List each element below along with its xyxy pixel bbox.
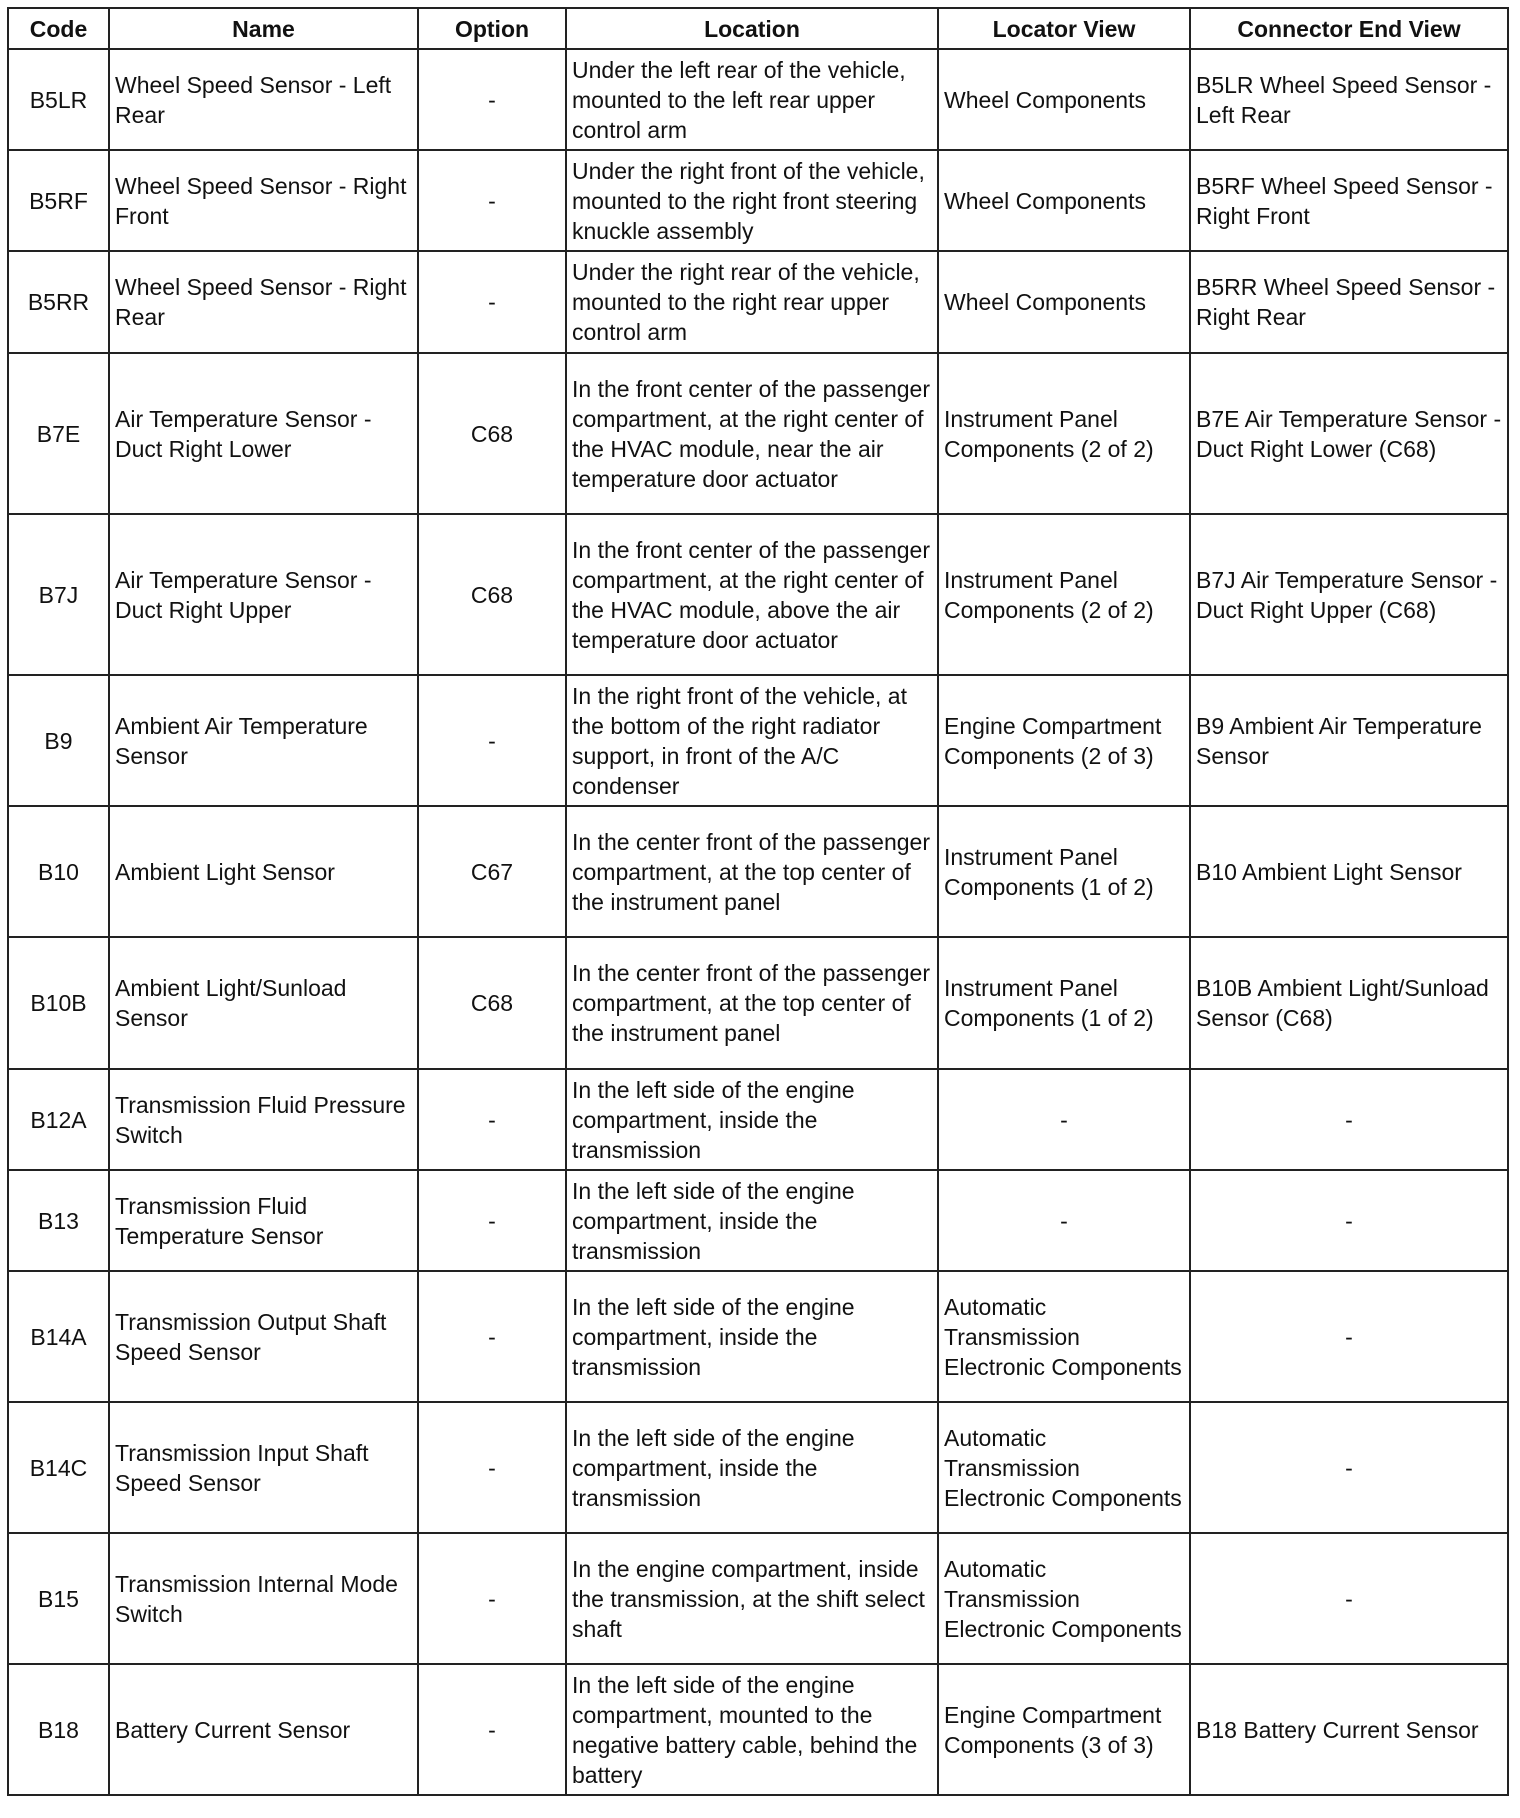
cell-location: In the engine compartment, inside the transmission, at the shift select shaft [566,1533,938,1664]
cell-code: B10 [8,806,109,937]
cell-location: Under the right rear of the vehicle, mounted to the right rear upper control arm [566,251,938,353]
cell-connector: - [1190,1533,1508,1664]
cell-option: C67 [418,806,566,937]
cell-option: C68 [418,353,566,514]
cell-name: Transmission Input Shaft Speed Sensor [109,1402,418,1533]
table-row [8,1271,1508,1402]
cell-location: In the left side of the engine compartment, inside the transmission [566,1271,938,1402]
cell-name: Transmission Output Shaft Speed Sensor [109,1271,418,1402]
cell-option: - [418,49,566,150]
cell-code: B14A [8,1271,109,1402]
cell-connector: B10 Ambient Light Sensor [1190,806,1508,937]
cell-location: In the front center of the passenger compartment, at the right center of the HVAC module, above the air temperature door actuator [566,514,938,675]
header-name: Name [109,8,418,49]
table-row [8,1170,1508,1271]
cell-name: Wheel Speed Sensor - Right Rear [109,251,418,353]
cell-name: Transmission Fluid Temperature Sensor [109,1170,418,1271]
cell-connector: B5RR Wheel Speed Sensor - Right Rear [1190,251,1508,353]
cell-code: B14C [8,1402,109,1533]
cell-connector: B9 Ambient Air Temperature Sensor [1190,675,1508,806]
cell-code: B12A [8,1069,109,1170]
cell-code: B5RR [8,251,109,353]
cell-name: Wheel Speed Sensor - Left Rear [109,49,418,150]
cell-location: Under the left rear of the vehicle, mounted to the left rear upper control arm [566,49,938,150]
cell-option: - [418,1533,566,1664]
cell-location: In the left side of the engine compartment, mounted to the negative battery cable, behind the battery [566,1664,938,1795]
cell-location: In the left side of the engine compartment, inside the transmission [566,1402,938,1533]
cell-location: In the left side of the engine compartment, inside the transmission [566,1170,938,1271]
cell-name: Air Temperature Sensor - Duct Right Lower [109,353,418,514]
cell-code: B18 [8,1664,109,1795]
cell-connector: B18 Battery Current Sensor [1190,1664,1508,1795]
cell-connector: - [1190,1402,1508,1533]
header-code: Code [8,8,109,49]
cell-code: B13 [8,1170,109,1271]
table-row [8,514,1508,675]
cell-connector: B10B Ambient Light/Sunload Sensor (C68) [1190,937,1508,1069]
table-row [8,1069,1508,1170]
cell-locator: Automatic Transmission Electronic Components [938,1271,1190,1402]
cell-option: - [418,1664,566,1795]
cell-name: Transmission Internal Mode Switch [109,1533,418,1664]
cell-code: B5LR [8,49,109,150]
cell-option: - [418,675,566,806]
cell-location: In the center front of the passenger compartment, at the top center of the instrument panel [566,937,938,1069]
cell-locator: Engine Compartment Components (2 of 3) [938,675,1190,806]
cell-code: B7E [8,353,109,514]
table-row [8,1402,1508,1533]
cell-locator: - [938,1170,1190,1271]
cell-option: - [418,1170,566,1271]
cell-code: B9 [8,675,109,806]
cell-name: Battery Current Sensor [109,1664,418,1795]
cell-option: - [418,1069,566,1170]
cell-location: In the right front of the vehicle, at the bottom of the right radiator support, in front of the A/C condenser [566,675,938,806]
cell-location: In the left side of the engine compartment, inside the transmission [566,1069,938,1170]
table-row [8,251,1508,353]
cell-code: B7J [8,514,109,675]
cell-location: In the center front of the passenger compartment, at the top center of the instrument panel [566,806,938,937]
cell-connector: B7J Air Temperature Sensor - Duct Right Upper (C68) [1190,514,1508,675]
cell-name: Ambient Air Temperature Sensor [109,675,418,806]
cell-location: In the front center of the passenger compartment, at the right center of the HVAC module, near the air temperature door actuator [566,353,938,514]
table-row [8,1664,1508,1795]
table-row [8,353,1508,514]
header-connector-end-view: Connector End View [1190,8,1508,49]
cell-locator: Instrument Panel Components (1 of 2) [938,937,1190,1069]
table-row [8,806,1508,937]
cell-connector: B7E Air Temperature Sensor - Duct Right Lower (C68) [1190,353,1508,514]
cell-code: B15 [8,1533,109,1664]
cell-connector: - [1190,1170,1508,1271]
header-row [8,8,1508,49]
cell-option: - [418,1271,566,1402]
cell-locator: Automatic Transmission Electronic Components [938,1533,1190,1664]
cell-locator: Engine Compartment Components (3 of 3) [938,1664,1190,1795]
cell-name: Ambient Light/Sunload Sensor [109,937,418,1069]
cell-locator: Instrument Panel Components (2 of 2) [938,514,1190,675]
cell-option: C68 [418,514,566,675]
table-row [8,937,1508,1069]
header-option: Option [418,8,566,49]
cell-name: Wheel Speed Sensor - Right Front [109,150,418,251]
cell-locator: Automatic Transmission Electronic Components [938,1402,1190,1533]
cell-locator: Wheel Components [938,251,1190,353]
header-location: Location [566,8,938,49]
cell-connector: - [1190,1271,1508,1402]
cell-name: Transmission Fluid Pressure Switch [109,1069,418,1170]
table-row [8,675,1508,806]
table-row [8,1533,1508,1664]
cell-locator: Wheel Components [938,150,1190,251]
cell-locator: Instrument Panel Components (2 of 2) [938,353,1190,514]
cell-connector: B5LR Wheel Speed Sensor - Left Rear [1190,49,1508,150]
cell-locator: Instrument Panel Components (1 of 2) [938,806,1190,937]
component-locator-table [7,7,1509,1796]
cell-name: Air Temperature Sensor - Duct Right Upper [109,514,418,675]
header-locator-view: Locator View [938,8,1190,49]
cell-connector: - [1190,1069,1508,1170]
table-row [8,49,1508,150]
cell-locator: - [938,1069,1190,1170]
cell-name: Ambient Light Sensor [109,806,418,937]
cell-option: - [418,1402,566,1533]
table-row [8,150,1508,251]
cell-option: - [418,150,566,251]
cell-locator: Wheel Components [938,49,1190,150]
cell-connector: B5RF Wheel Speed Sensor - Right Front [1190,150,1508,251]
cell-code: B10B [8,937,109,1069]
cell-option: C68 [418,937,566,1069]
cell-option: - [418,251,566,353]
cell-location: Under the right front of the vehicle, mounted to the right front steering knuckle assembly [566,150,938,251]
cell-code: B5RF [8,150,109,251]
